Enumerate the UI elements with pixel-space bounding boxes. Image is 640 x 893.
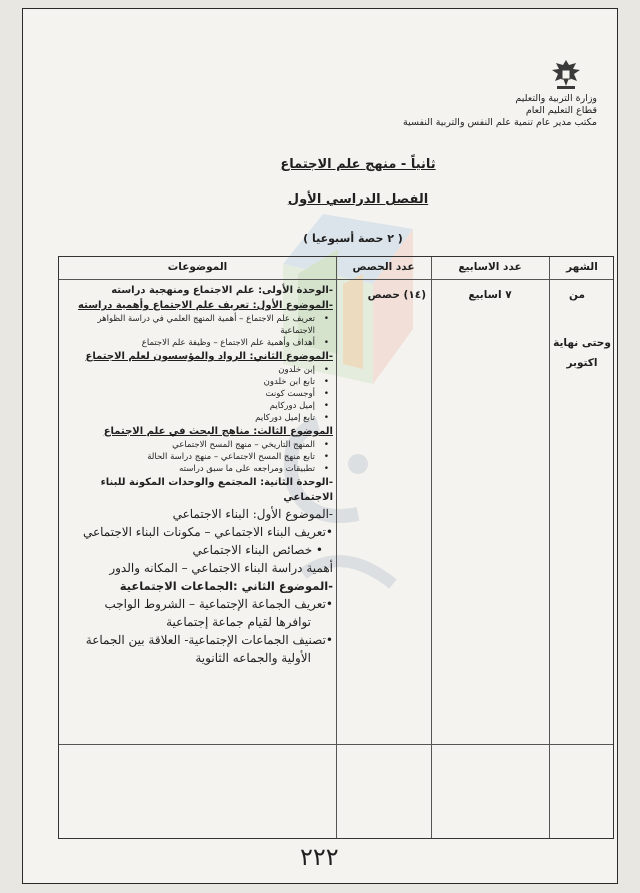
topic-bullet: • إبن خلدون [63, 364, 333, 376]
column-divider [336, 257, 337, 838]
month-until: وحتى نهاية [553, 337, 611, 349]
handwritten-line: •تعريف الجماعة الإجتماعية – الشروط الواجب [104, 597, 333, 611]
lessons-value: (١٤) حصص [367, 289, 426, 301]
topics-list [63, 283, 333, 667]
header-divider [59, 279, 613, 280]
unit-heading: -الوحدة الأولى: علم الاجتماع ومنهجية دراسته [111, 285, 333, 296]
unit-heading: الاجتماعي [283, 492, 333, 503]
month-from: من [569, 289, 585, 301]
handwritten-line: الأولية والجماعه الثانوية [195, 651, 311, 665]
handwritten-line: •تعريف البناء الاجتماعي – مكونات البناء الاجتماعي [82, 525, 333, 539]
month-name: اكتوبر [566, 357, 598, 369]
weeks-header: عدد الاسابيع [458, 261, 522, 273]
topic-bullet: • تعريف علم الاجتماع – أهمية المنهج العلمي في دراسة الظواهر الاجتماعية [63, 313, 333, 337]
handwritten-line: -الموضوع الأول: البناء الاجتماعي [172, 507, 333, 521]
topic-bullet: • تابع إميل دوركايم [63, 412, 333, 424]
ministry-name: وزارة التربية والتعليم [515, 93, 597, 104]
handwritten-line: • خصائص البناء الاجتماعي [192, 543, 323, 557]
topic-bullet: • أهداف وأهمية علم الاجتماع – وظيفة علم الاجتماع [63, 337, 333, 349]
eagle-emblem-icon [549, 57, 583, 91]
semester-title: الفصل الدراسي الأول [287, 192, 429, 207]
unit-heading: -الوحدة الثانية: المجتمع والوحدات المكونة للبناء [100, 477, 333, 488]
handwritten-line: •تصنيف الجماعات الإجتماعية- العلاقة بين الجماعة [85, 633, 333, 647]
ministry-header [403, 93, 597, 129]
row-divider [59, 744, 613, 745]
weeks-value: ٧ اسابيع [468, 289, 512, 301]
handwritten-heading: -الموضوع الثاني :الجماعات الاجتماعية [119, 579, 333, 593]
sector-name: قطاع التعليم العام [525, 105, 597, 116]
topic-bullet: • أوجست كونت [63, 388, 333, 400]
lessons-header: عدد الحصص [352, 261, 415, 273]
page-title: ثانياً - منهج علم الاجتماع [280, 157, 436, 172]
topic-bullet: • تابع ابن خلدون [63, 376, 333, 388]
topic-heading: -الموضوع الأول: تعريف علم الاجتماع وأهمية دراسته [78, 300, 333, 311]
column-divider [431, 257, 432, 838]
handwritten-line: أهمية دراسة البناء الاجتماعي – المكانه والدور [109, 561, 333, 575]
topics-header: الموضوعات [167, 261, 228, 273]
topic-bullet: • إميل دوركايم [63, 400, 333, 412]
weekly-lessons-note: ( ٢ حصة أسبوعيا ) [303, 232, 403, 245]
topic-heading: الموضوع الثالث: مناهج البحث في علم الاجتماع [103, 426, 333, 437]
topic-heading: -الموضوع الثاني: الرواد والمؤسسون لعلم الاجتماع [85, 351, 333, 362]
topic-bullet: • تابع منهج المسح الاجتماعي – منهج دراسة الحالة [63, 451, 333, 463]
topic-bullet: • تطبيقات ومراجعه على ما سبق دراسته [63, 463, 333, 475]
month-header: الشهر [566, 261, 598, 273]
curriculum-table [58, 256, 614, 839]
page-number: ٢٢٢ [300, 843, 339, 871]
topic-bullet: • المنهج التاريخي – منهج المسح الاجتماعي [63, 439, 333, 451]
office-name: مكتب مدير عام تنمية علم النفس والتربية النفسية [403, 117, 597, 128]
handwritten-line: توافرها لقيام جماعة إجتماعية [166, 615, 311, 629]
